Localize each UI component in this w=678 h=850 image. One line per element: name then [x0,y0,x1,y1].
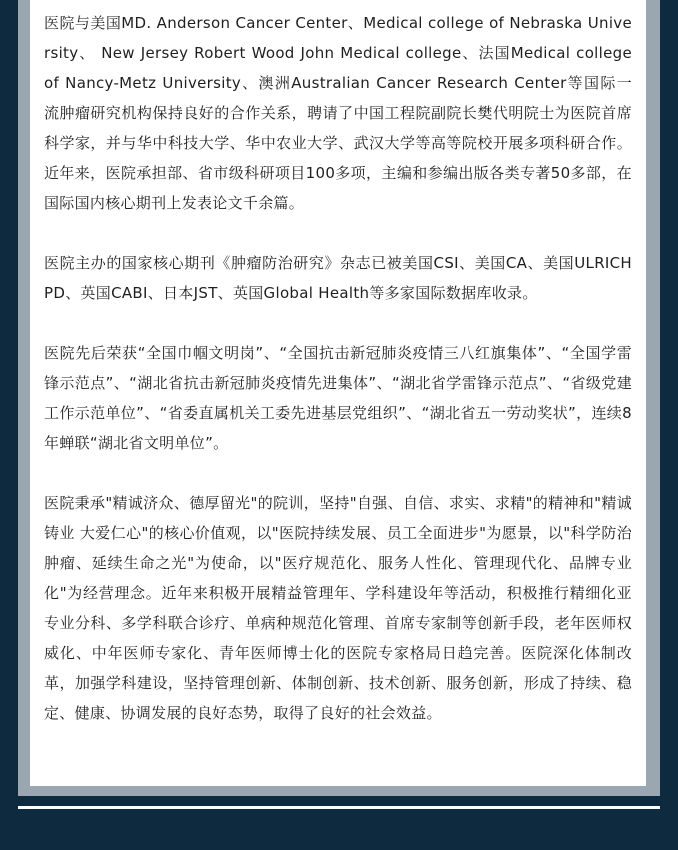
paragraph-honors: 医院先后荣获“全国巾帼文明岗”、“全国抗击新冠肺炎疫情三八红旗集体”、“全国学雷锋示范点”、“湖北省抗击新冠肺炎疫情先进集体”、“湖北省学雷锋示范点”、“省级党建工作示范单位”、“省委直属机关工委先进基层党组织”、“湖北省五一劳动奖状”，连续8年蝉联“湖北省文明单位”。 [44,344,632,452]
paragraph-journal: 医院主办的国家核心期刊《肿瘤防治研究》杂志已被美国CSI、美国CA、美国ULRICH PD、英国CABI、日本JST、英国Global Health等多家国际数据库收录。 [44,254,632,302]
paragraph-values: 医院秉承"精诚济众、德厚留光"的院训，坚持"自强、自信、求实、求精"的精神和"精诚铸业 大爱仁心"的核心价值观，以"医院持续发展、员工全面进步"为愿景，以"科学防治肿瘤、延续生命之光"为使命，以"医疗规范化、服务人性化、管理现代化、品牌专业化"为经营理念。近年来积极开展精益管理年、学科建设年等活动，积极推行精细化亚专业分科、多学科联合诊疗、单病种规范化管理、首席专家制等创新手段，老年医师权威化、中年医师专家化、青年医师博士化的医院专家格局日趋完善。医院深化体制改革，加强学科建设，坚持管理创新、体制创新、技术创新、服务创新，形成了持续、稳定、健康、协调发展的良好态势，取得了良好的社会效益。 [44,494,632,722]
paragraph-international-cooperation: 医院与美国MD. Anderson Cancer Center、Medical college of Nebraska University、 New Jersey Robert Wood John Medical college、法国Medical college of Nancy-Metz University、澳洲Australian Cancer Research Center等国际一流肿瘤研究机构保持良好的合作关系，聘请了中国工程院副院长樊代明院士为医院首席科学家，并与华中科技大学、华中农业大学、武汉大学等高等院校开展多项科研合作。近年来，医院承担部、省市级科研项目100多项，主编和参编出版各类专著50多部，在国际国内核心期刊上发表论文千余篇。 [44,14,632,212]
bottom-divider [18,806,660,809]
document-body [44,8,632,758]
